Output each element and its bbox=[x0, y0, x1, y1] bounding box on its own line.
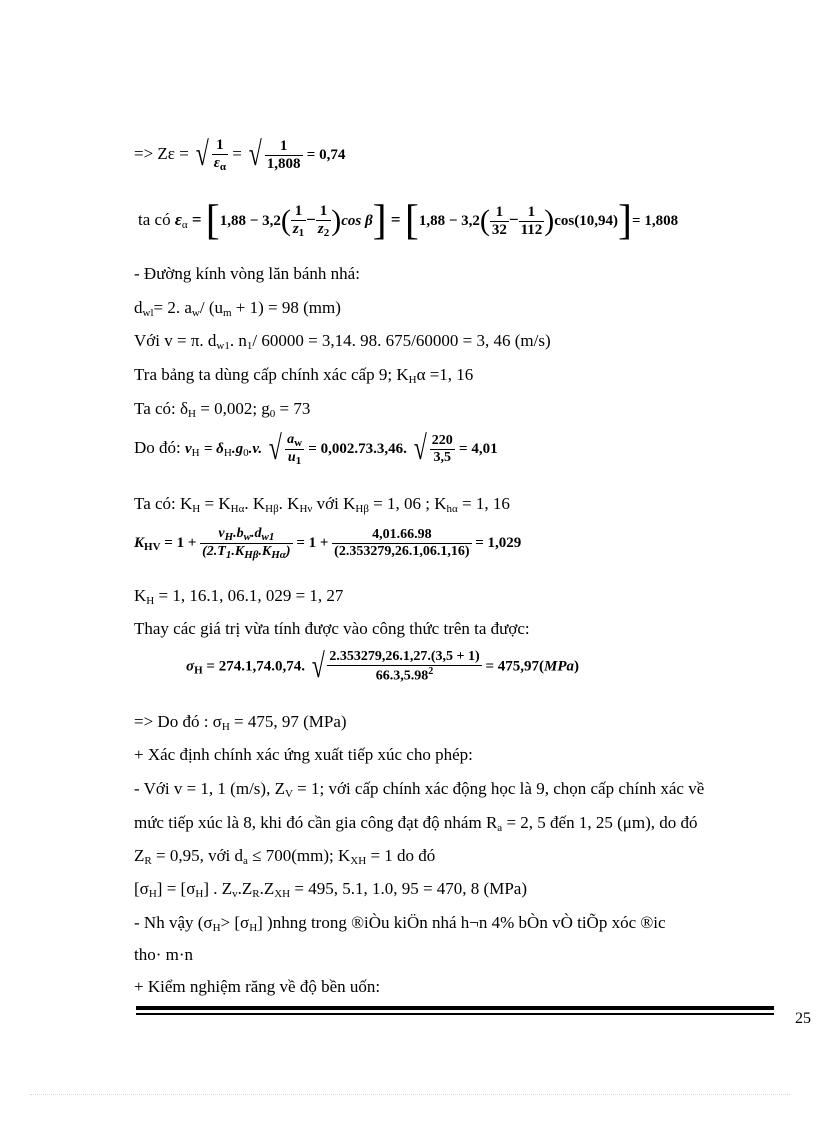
text-line bbox=[134, 712, 347, 737]
text: ] = [σ bbox=[156, 879, 196, 898]
text-line bbox=[134, 945, 193, 965]
equation-epsilon-alpha: ta có $\varepsilon_\alpha = [1,88 - 3,2$( $\frac{1}{z_1}$ − $\frac{1}{z_2}$ )cos β] = [1,88 − 3,2( $\frac{1}{32}$ − $\frac{1}{112}$ )cos(10,94)]= 1,808 bbox=[138, 198, 679, 244]
u-symbol: u bbox=[287, 449, 296, 465]
eq-term: .b bbox=[233, 526, 244, 541]
text: = 2, 5 đến 1, 25 (μm), do đó bbox=[506, 813, 698, 832]
text-line bbox=[134, 494, 510, 519]
eq-term: = 1 + bbox=[296, 534, 329, 551]
subscript: Hα bbox=[271, 549, 286, 561]
subscript: 1 bbox=[298, 227, 305, 239]
fraction-denominator: 32 bbox=[491, 221, 507, 238]
eq-result: = 1,808 bbox=[632, 212, 679, 229]
eq-term: .d bbox=[250, 526, 262, 541]
text-line bbox=[134, 779, 704, 804]
text: Ta có: K bbox=[134, 494, 193, 513]
fraction-denominator: 66.3,5.98 bbox=[375, 668, 429, 684]
text: = 495, 5.1, 1.0, 95 = 470, 8 (MPa) bbox=[294, 879, 527, 898]
text-line bbox=[134, 745, 473, 765]
subscript: a bbox=[243, 855, 248, 867]
subscript: 2 bbox=[323, 227, 330, 239]
eq-result: = 0,74 bbox=[306, 146, 346, 163]
text-line bbox=[134, 298, 341, 323]
text: Với v = π. d bbox=[134, 331, 217, 350]
text-line bbox=[134, 619, 530, 639]
subscript: 0 bbox=[243, 446, 249, 459]
z-symbol: z bbox=[317, 221, 324, 237]
fraction-numerator: 2.353279,26.1,27.(3,5 + 1) bbox=[329, 649, 480, 665]
subscript: wl bbox=[142, 307, 154, 319]
text-line bbox=[134, 813, 697, 838]
subscript: w bbox=[191, 307, 200, 319]
fraction-numerator: 1 bbox=[212, 137, 228, 155]
fraction-denominator: (2.353279,26.1,06.1,16) bbox=[334, 544, 470, 559]
fraction-numerator: 1 bbox=[291, 203, 306, 221]
subscript: V bbox=[284, 788, 293, 800]
eq-term: ) bbox=[285, 544, 291, 559]
text: tho· m·n bbox=[134, 945, 194, 964]
subscript: α bbox=[181, 218, 188, 231]
equals-sign: = bbox=[390, 209, 401, 229]
eq-lead: ta có bbox=[138, 209, 171, 229]
text-line bbox=[134, 399, 310, 424]
subscript: Hβ bbox=[355, 503, 369, 515]
subscript: H bbox=[224, 531, 234, 543]
text: ] )nhng trong ®iÒu kiÖn nhá h¬n 4% bÒn vÒ tiÕp xóc ®ic bbox=[257, 913, 666, 932]
eq-term: = δ bbox=[203, 440, 224, 457]
a-symbol: a bbox=[287, 431, 295, 447]
text: Ta có: δ bbox=[134, 399, 189, 418]
minus-sign: − bbox=[508, 209, 519, 229]
fraction-numerator: 1 bbox=[519, 204, 545, 222]
text-line bbox=[134, 264, 360, 284]
eq-term: ) bbox=[574, 658, 579, 675]
subscript: H bbox=[249, 922, 258, 934]
eq-term: .g bbox=[231, 440, 244, 457]
eq-term: = 0,002.73.3,46. bbox=[308, 440, 407, 457]
text-line bbox=[134, 331, 551, 356]
equation-k-hv bbox=[134, 526, 521, 561]
text: = 475, 97 (MPa) bbox=[234, 712, 347, 731]
text: Thay các giá trị vừa tính được vào công thức trên ta được: bbox=[134, 619, 530, 638]
footer-rule-thin bbox=[136, 1013, 774, 1015]
text: K bbox=[134, 586, 147, 605]
subscript: Hα bbox=[230, 503, 245, 515]
eq-term: 1,88 − 3,2 bbox=[418, 212, 480, 229]
subscript: Hβ bbox=[265, 503, 279, 515]
subscript: 1 bbox=[225, 549, 232, 561]
subscript: H bbox=[408, 374, 417, 386]
fraction-numerator: 1 bbox=[316, 203, 331, 221]
subscript: α bbox=[219, 161, 227, 173]
sigma-symbol: σ bbox=[186, 658, 195, 675]
subscript: w bbox=[294, 436, 303, 449]
eq-term: .v. bbox=[248, 440, 263, 457]
text: + 1) = 98 (mm) bbox=[235, 298, 341, 317]
page-bottom-border bbox=[30, 1094, 790, 1095]
text: .Z bbox=[259, 879, 275, 898]
subscript: hα bbox=[446, 503, 458, 515]
subscript: R bbox=[144, 855, 152, 867]
eq-result: = 4,01 bbox=[459, 440, 498, 457]
text: .Z bbox=[237, 879, 253, 898]
eq-term: 1,88 − 3,2 bbox=[219, 212, 281, 229]
subscript: Hβ bbox=[244, 549, 259, 561]
subscript: H bbox=[221, 721, 230, 733]
fraction-denominator: 1,808 bbox=[266, 155, 301, 172]
text: / (u bbox=[199, 298, 223, 317]
text: = K bbox=[204, 494, 231, 513]
text: = 1, 16.1, 06.1, 029 = 1, 27 bbox=[158, 586, 344, 605]
subscript: 0 bbox=[269, 408, 276, 420]
eq-term: .K bbox=[258, 544, 272, 559]
equation-z-epsilon: => Zε = √ $\frac{1}{\varepsilon_\alpha}$ = √ $\frac{1}{1,808}$ = 0,74 bbox=[134, 136, 346, 173]
subscript: H bbox=[194, 664, 203, 677]
subscript: w1 bbox=[216, 340, 230, 352]
subscript: a bbox=[497, 822, 503, 834]
text: => Do đó : σ bbox=[134, 712, 222, 731]
text: = 1; với cấp chính xác động học là 9, chọn cấp chính xác về bbox=[297, 779, 705, 798]
text: Tra bảng ta dùng cấp chính xác cấp 9; K bbox=[134, 365, 409, 384]
text: . K bbox=[244, 494, 266, 513]
text: = 73 bbox=[279, 399, 311, 418]
text: . n bbox=[229, 331, 247, 350]
eq-term: cos(10,94) bbox=[554, 212, 619, 229]
subscript: w bbox=[243, 531, 251, 543]
text-line bbox=[134, 365, 473, 390]
fraction-numerator: 220 bbox=[431, 432, 453, 448]
unit: MPa bbox=[544, 658, 574, 675]
fraction-denominator: 3,5 bbox=[433, 449, 452, 465]
subscript: XH bbox=[350, 855, 367, 867]
subscript: H bbox=[192, 503, 201, 515]
equation-sigma-h: $\sigma_H = 274.1,74.0,74$. √ $\frac{2.353279,26.1,27.(3,5 + 1)}{66.3,5.98^2}$ = 475,97(MPa) bbox=[186, 648, 579, 685]
page-number: 25 bbox=[795, 1010, 811, 1027]
text: mức tiếp xúc là 8, khi đó cần gia công đạt độ nhám R bbox=[134, 813, 498, 832]
eq-term: ν bbox=[218, 526, 225, 541]
subscript: H bbox=[223, 446, 232, 459]
subscript: XH bbox=[274, 888, 291, 900]
text: d bbox=[134, 298, 143, 317]
nu-symbol: ν bbox=[185, 440, 192, 457]
equation-v-h: Do đó: $\nu_H = \delta_H.g_0.v$. √ $\frac{a_w}{u_1}$ = 0,002.73.3,46. √ $\frac{220}{3,5}$ = 4,01 bbox=[134, 430, 498, 467]
text: [σ bbox=[134, 879, 149, 898]
text: = 2. a bbox=[153, 298, 192, 317]
eq-result: = 1,029 bbox=[475, 534, 522, 551]
text-line bbox=[134, 879, 527, 904]
text: - Với v = 1, 1 (m/s), Z bbox=[134, 779, 285, 798]
text: = 0,95, với d bbox=[155, 846, 244, 865]
subscript: m bbox=[222, 307, 232, 319]
subscript: H bbox=[191, 446, 200, 459]
text: ≤ 700(mm); K bbox=[252, 846, 351, 865]
subscript: v bbox=[232, 888, 238, 900]
text: = 1, 16 bbox=[462, 494, 510, 513]
eq-term: cos β bbox=[341, 212, 373, 229]
text: > [σ bbox=[220, 913, 250, 932]
text: với K bbox=[312, 494, 356, 513]
superscript: 2 bbox=[428, 666, 434, 678]
text: α =1, 16 bbox=[416, 365, 474, 384]
epsilon-symbol: ε bbox=[174, 209, 182, 229]
fraction-denominator: 112 bbox=[520, 221, 543, 238]
subscript: H bbox=[195, 888, 204, 900]
text-line bbox=[134, 913, 666, 938]
subscript: R bbox=[252, 888, 260, 900]
minus-sign: − bbox=[306, 209, 316, 229]
text: = 1, 06 ; K bbox=[373, 494, 447, 513]
subscript: H bbox=[212, 922, 221, 934]
fraction-numerator: 1 bbox=[265, 138, 303, 156]
text: + Kiểm nghiệm răng về độ bền uốn: bbox=[134, 977, 381, 996]
text-line bbox=[134, 586, 343, 611]
subscript: H bbox=[188, 408, 196, 420]
subscript: H bbox=[148, 888, 157, 900]
subscript: 1 bbox=[295, 454, 302, 467]
fraction-numerator: 1 bbox=[490, 204, 509, 222]
text: - Đường kính vòng lăn bánh nhá: bbox=[134, 264, 360, 283]
subscript: Hν bbox=[299, 503, 313, 515]
eq-result: = 475,97( bbox=[485, 658, 544, 675]
text: = 0,002; g bbox=[200, 399, 270, 418]
text: Z bbox=[134, 846, 145, 865]
eq-term: .K bbox=[231, 544, 245, 559]
subscript: HV bbox=[144, 540, 161, 553]
subscript: w1 bbox=[261, 531, 275, 543]
eq-term: = 1 + bbox=[164, 534, 197, 551]
eq-term: (2.T bbox=[202, 544, 226, 559]
k-symbol: K bbox=[134, 534, 145, 551]
text: = 1 do đó bbox=[370, 846, 436, 865]
text: + Xác định chính xác ứng xuất tiếp xúc cho phép: bbox=[134, 745, 473, 764]
text: . K bbox=[278, 494, 300, 513]
eq-lead: => Zε = bbox=[134, 143, 189, 163]
text: / 60000 = 3,14. 98. 675/60000 = 3, 46 (m/s) bbox=[252, 331, 551, 350]
epsilon-symbol: ε bbox=[213, 155, 220, 171]
text: - Nh vậy (σ bbox=[134, 913, 213, 932]
footer-rule-thick bbox=[136, 1006, 774, 1010]
z-symbol: z bbox=[292, 221, 299, 237]
subscript: 1 bbox=[246, 340, 253, 352]
equals-sign: = bbox=[191, 209, 202, 229]
eq-lead: Do đó: bbox=[134, 437, 181, 457]
fraction-numerator: 4,01.66.98 bbox=[332, 527, 471, 544]
text-line bbox=[134, 977, 380, 997]
text-line bbox=[134, 846, 435, 871]
eq-term: = 274.1,74.0,74. bbox=[206, 658, 305, 675]
text: ] . Z bbox=[203, 879, 233, 898]
subscript: H bbox=[146, 595, 155, 607]
